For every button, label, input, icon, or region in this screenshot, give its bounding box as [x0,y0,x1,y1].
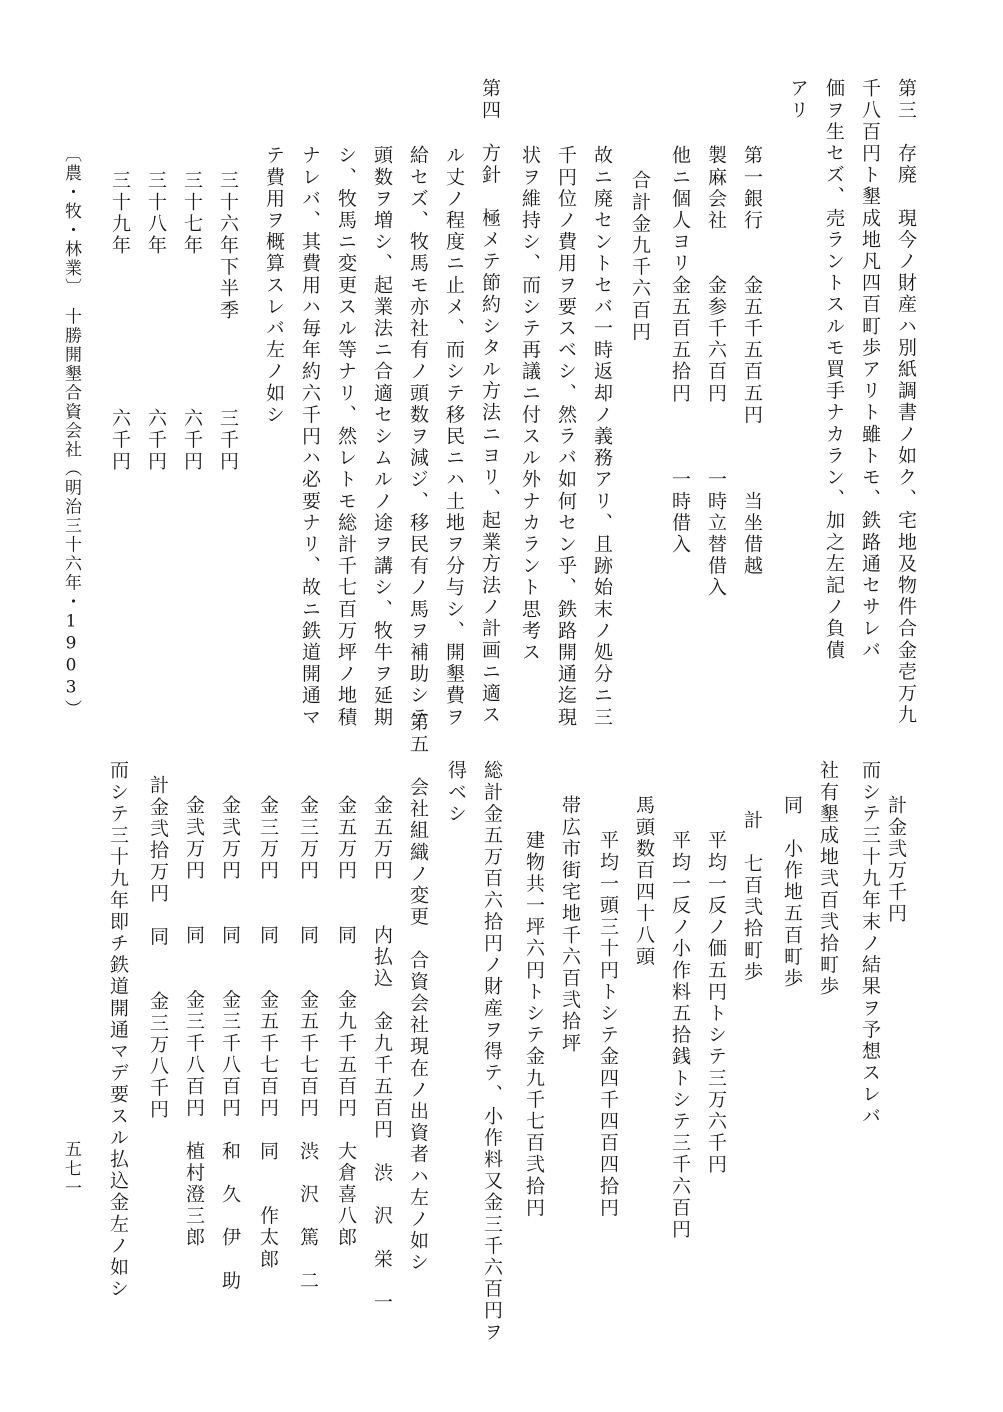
lower-col11: 建物共一坪六円トシテ金九千七百弐拾円 [523,830,545,1219]
lower-col8: 馬頭数百四十八頭 [633,795,655,968]
lower-col12: 総計金五万百六拾円ノ財産ヲ得テ、小作料又金三千六百円ヲ [481,760,503,1344]
lower-col1: 計金弐万千円 [885,795,907,925]
lower-col7: 平均一反ノ小作料五拾銭トシテ三千六百円 [669,830,691,1241]
upper-col12: 第四 方針 極メテ節約シタル方法ニヨリ、起業方法ノ計画ニ適ス [479,78,501,726]
upper-col8: 合計金九千六百円 [629,170,651,343]
upper-col19: 三十六年下半季 三千円 [217,170,239,473]
lower-col19: 金弐万円 同 金三千八百円 和 久 伊 助 [219,795,241,1292]
upper-col21: 三十八年 六千円 [145,170,167,473]
lower-col2: 而シテ三十九年末ノ結果ヲ予想スレバ [859,760,881,1128]
upper-col22: 三十九年 六千円 [109,170,131,473]
upper-col4: アリ [787,78,809,122]
lower-col4: 同 小作地五百町歩 [781,795,803,990]
lower-col6: 平均一反ノ価五円トシテ三万六千円 [705,830,727,1176]
upper-col14: 給セズ、牧馬モ亦社有ノ頭数ヲ減ジ、移民有ノ馬ヲ補助シテ [407,145,429,729]
lower-col13: 得ベシ [445,760,467,825]
upper-col3: 価ヲ生セズ、売ラントスルモ買手ナカラン、加之左記ノ負債 [823,78,845,662]
upper-col10: 千円位ノ費用ヲ要スベシ、然ラバ如何セン乎、鉄路開通迄現 [555,145,577,729]
upper-col18: テ費用ヲ概算スレバ左ノ如シ [263,145,285,426]
upper-col9: 故ニ廃セントセバ一時返却ノ義務アリ、且跡始末ノ処分ニ三 [591,145,613,729]
lower-col5: 計 七百弐拾町歩 [741,810,763,983]
lower-col22: 而シテ三十九年即チ鉄道開通マデ要スル払込金左ノ如シ [107,760,129,1300]
upper-col2: 千八百円ト墾成地凡四百町歩アリト雖トモ、鉄路通セサレバ [859,78,881,662]
page-number: 五七一 [61,1140,81,1199]
side-header: 〔農・牧・林業〕 十勝開墾合資会社（明治三十六年・1903） [61,145,81,719]
upper-col5: 第一銀行 金五千五百五円 当坐借越 [741,145,763,577]
upper-col20: 三十七年 六千円 [181,170,203,473]
upper-col1: 第三 存廃 現今ノ財産ハ別紙調書ノ如ク、宅地及物件合金壱万九 [895,78,917,726]
upper-col15: 頭数ヲ増シ、起業法ニ合適セシムルノ途ヲ講シ、牧牛ヲ延期 [371,145,393,729]
lower-col9: 平均一頭三十円トシテ金四千四百四拾円 [597,830,619,1219]
lower-col17: 金三万円 同 金五千七百円 渋 沢 篤 二 [297,795,319,1292]
lower-col14: 第五 会社組織ノ変更 合資会社現在ノ出資者ハ左ノ如シ [407,712,429,1274]
upper-col6: 製麻会社 金参千六百円 一時立替借入 [705,145,727,599]
upper-col13: ル丈ノ程度ニ止メ、而シテ移民ニハ土地ヲ分与シ、開墾費ヲ [443,145,465,729]
lower-col15: 金五万円 内払込 金九千五百円 渋 沢 栄 一 [371,795,393,1314]
lower-col10: 帯広市街宅地千六百弐拾坪 [559,795,581,1055]
lower-col16: 金五万円 同 金九千五百円 大倉喜八郎 [335,795,357,1249]
upper-col17: ナレバ、其費用ハ毎年約六千円ハ必要ナリ、故ニ鉄道開通マ [299,145,321,729]
upper-col16: シ、牧馬ニ変更スル等ナリ、然レトモ総計千七百万坪ノ地積 [335,145,357,729]
upper-col7: 他ニ個人ヨリ金五百五拾円 一時借入 [669,145,691,556]
lower-col18: 金三万円 同 金五千七百円 同 作太郎 [257,795,279,1271]
lower-col3: 社有墾成地弐百弐拾町歩 [817,760,839,998]
lower-col21: 計金弐拾万円 同 金三万八千円 [147,775,169,1121]
lower-col20: 金弐万円 同 金三千八百円 植村澄三郎 [183,795,205,1249]
upper-col11: 状ヲ維持シ、而シテ再議ニ付スル外ナカラント思考ス [519,145,541,664]
